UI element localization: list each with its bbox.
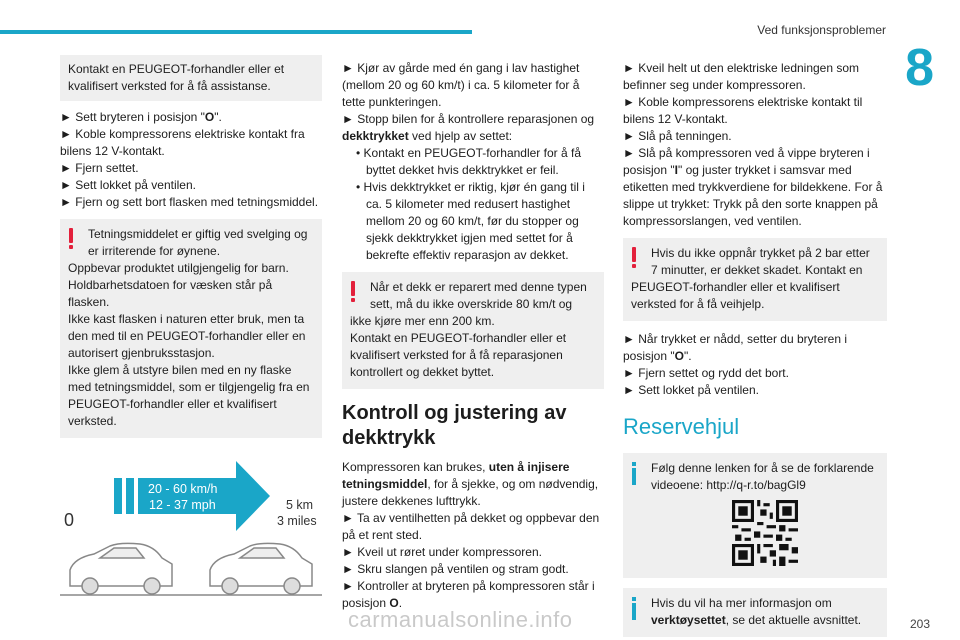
steps-list [342, 60, 604, 264]
arrow-icon: ► [60, 127, 72, 141]
speed-distance-illustration [60, 458, 322, 608]
bullet-icon: • [356, 146, 361, 160]
warning-icon [632, 247, 636, 268]
section-heading: Reservehjul [623, 414, 740, 439]
arrow-icon: ► [623, 366, 635, 380]
note-text: Kontakt en PEUGEOT-forhandler eller et kvalifisert verksted for å få assistanse. [68, 62, 285, 93]
intro-paragraph: Kompressoren kan brukes, uten å injisere tetningsmiddel, for å sjekke, og om nødvendig, justere dekkenes lufttrykk. [342, 460, 599, 508]
step-item: ► Skru slangen på ventilen og stram godt. [342, 562, 569, 576]
arrow-icon: ► [60, 110, 72, 124]
step-item: ► Kontroller at bryteren på kompressoren står i posisjon O. [342, 579, 595, 610]
step-item: ► Kjør av gårde med én gang i lav hastighet (mellom 20 og 60 km/t) i ca. 5 kilometer for å tette punkteringen. [342, 61, 580, 109]
arrow-icon: ► [623, 146, 635, 160]
column-2 [342, 60, 604, 612]
step-item: ► Slå på kompressoren ved å vippe bryteren i posisjon "I" og juster trykket i samsvar med etiketten med trykkverdiene for bildekkene. For å slippe ut trykket: Trykk på den sorte knappen på kompressorslangen, ved ventilen. [623, 146, 883, 228]
arrow-icon: ► [342, 579, 354, 593]
arrow-icon: ► [60, 161, 72, 175]
arrow-icon: ► [342, 61, 354, 75]
step-item: ► Kveil ut røret under kompressoren. [342, 545, 542, 559]
step-item: ► Ta av ventilhetten på dekket og oppbevar den på et rent sted. [342, 511, 600, 542]
steps-list [60, 109, 322, 211]
arrow-icon: ► [623, 95, 635, 109]
warning-box: Når et dekk er reparert med denne typen sett, må du ikke overskride 80 km/t og ikke kjøre mer enn 200 km. Kontakt en PEUGEOT-forhandler eller et kvalifisert verksted for å få reparasjonen kontrollert og dekket byttet. [342, 272, 604, 389]
arrow-icon: ► [342, 545, 354, 559]
step-item: ► Koble kompressorens elektriske kontakt fra bilens 12 V-kontakt. [60, 127, 305, 158]
speed-kmh-label: 20 - 60 km/h [148, 482, 218, 496]
info-box [623, 453, 887, 578]
arrow-icon: ► [623, 332, 635, 346]
page-number: 203 [909, 617, 930, 631]
info-box: Hvis du vil ha mer informasjon om verktøysettet, se det aktuelle avsnittet. [623, 588, 887, 637]
car-icon [210, 543, 312, 594]
speed-mph-label: 12 - 37 mph [149, 498, 216, 512]
step-item: ► Sett lokket på ventilen. [623, 383, 759, 397]
column-1 [60, 55, 322, 613]
page-header-title: Ved funksjonsproblemer [757, 23, 886, 37]
arrow-icon: ► [342, 112, 354, 126]
bullet-item: • Kontakt en PEUGEOT-forhandler for å få byttet dekket hvis dekktrykket er feil. [356, 146, 581, 177]
arrow-icon: ► [623, 129, 635, 143]
warning-box: Tetningsmiddelet er giftig ved svelging og er irriterende for øynene. Oppbevar produktet utilgjengelig for barn. Holdbarhetsdatoen for væsken står på flasken. Ikke kast flasken i naturen etter bruk, men ta den med til en PEUGEOT-forhandler eller en autorisert gjenbruksstasjon. Ikke glem å utstyre bilen med en ny flaske med tetningsmiddel, som er tilgjengelig fra en PEUGEOT-forhandler eller et kvalifisert verksted. [60, 219, 322, 438]
arrow-icon: ► [623, 61, 635, 75]
zero-label: 0 [64, 510, 75, 530]
warning-icon [69, 228, 73, 249]
step-item: ► Koble kompressorens elektriske kontakt til bilens 12 V-kontakt. [623, 95, 863, 126]
step-item: ► Sett bryteren i posisjon "O". [60, 110, 222, 124]
step-item: ► Kveil helt ut den elektriske ledningen som befinner seg under kompressoren. [623, 61, 860, 92]
warning-text: PEUGEOT-forhandler eller et kvalifisert verksted for å få veihjelp. [631, 280, 840, 311]
step-item: ► Sett lokket på ventilen. [60, 178, 196, 192]
watermark: carmanualsonline.info [348, 607, 573, 632]
steps-list [623, 331, 887, 399]
step-item: ► Slå på tenningen. [623, 129, 732, 143]
arrow-icon: ► [342, 562, 354, 576]
step-item: ► Stopp bilen for å kontrollere reparasjonen og dekktrykket ved hjelp av settet: [342, 112, 595, 143]
info-icon [632, 462, 636, 485]
info-text: Følg denne lenken for å se de forklarende videoene: http://q-r.to/bagGl9 [651, 461, 874, 492]
section-heading: Kontroll og justering av dekktrykk [342, 402, 567, 449]
warning-icon [351, 281, 355, 302]
warning-box: Hvis du ikke oppnår trykket på 2 bar etter 7 minutter, er dekket skadet. Kontakt en PEUGEOT-forhandler eller et kvalifisert verksted for å få veihjelp. [623, 238, 887, 321]
step-item: ► Når trykket er nådd, setter du bryteren i posisjon "O". [623, 332, 847, 363]
info-icon [632, 597, 636, 620]
arrow-icon: ► [623, 383, 635, 397]
step-item: ► Fjern settet og rydd det bort. [623, 366, 789, 380]
step-item: ► Fjern settet. [60, 161, 139, 175]
warning-text: ikke kjøre mer enn 200 km. Kontakt en PEUGEOT-forhandler eller et kvalifisert verksted for å få reparasjonen kontrollert og dekket byttet. [350, 314, 567, 379]
bullet-icon: • [356, 180, 361, 194]
car-icon [70, 543, 172, 594]
arrow-icon: ► [60, 178, 72, 192]
distance-miles-label: 3 miles [277, 514, 317, 528]
steps-list [623, 60, 887, 230]
header-accent-bar [0, 30, 472, 34]
bullet-item: • Hvis dekktrykket er riktig, kjør én gang til i ca. 5 kilometer med redusert hastighet mellom 20 og 60 km/t, før du stopper og sjekk dekktrykket igjen med settet for å bekrefte effektiv reparasjon av dekket. [356, 180, 585, 262]
column-3 [623, 60, 887, 640]
steps-list [342, 510, 604, 612]
warning-text: Oppbevar produktet utilgjengelig for barn. Holdbarhetsdatoen for væsken står på flasken. Ikke kast flasken i naturen etter bruk, men ta den med til en PEUGEOT-forhandler eller en autorisert gjenbruksstasjon. Ikke glem å utstyre bilen med en ny flaske med tetningsmiddel, som er tilgjengelig fra en PEUGEOT-forhandler eller et kvalifisert verksted. [68, 261, 310, 428]
arrow-icon: ► [60, 195, 72, 209]
note-box [60, 55, 322, 101]
arrow-icon: ► [342, 511, 354, 525]
chapter-number: 8 [905, 39, 934, 97]
distance-km-label: 5 km [286, 498, 314, 512]
step-item: ► Fjern og sett bort flasken med tetningsmiddel. [60, 195, 319, 209]
qr-code-icon[interactable] [732, 500, 798, 566]
